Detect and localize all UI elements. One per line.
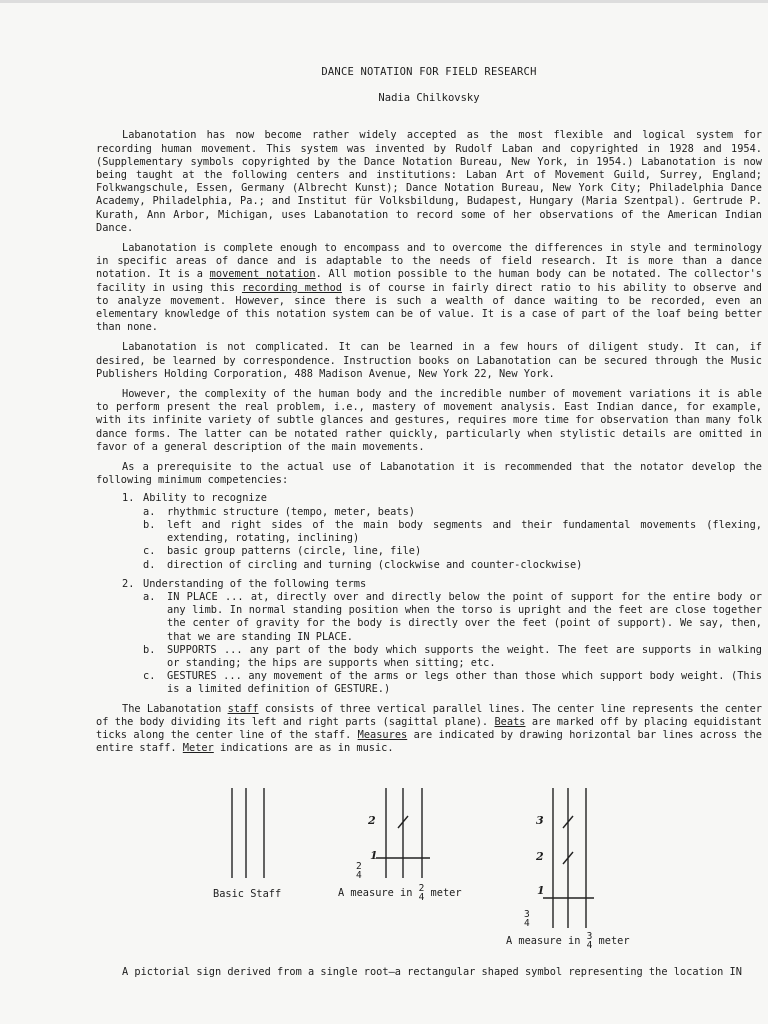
sub-list	[122, 591, 762, 697]
list-number: 1.	[122, 492, 135, 505]
sub-text: left and right sides of the main body segments and their fundamental movements (flexing, extending, rotating, inclining)	[167, 518, 762, 545]
closing-line: A pictorial sign derived from a single root—a rectangular shaped symbol representing the location IN	[122, 966, 742, 978]
meter-top: 3	[524, 909, 530, 920]
staff-diagrams	[200, 778, 660, 968]
recording-method-term: recording method	[241, 281, 342, 294]
sub-letter: b.	[143, 518, 156, 531]
basic-staff-caption: Basic Staff	[213, 888, 282, 900]
paragraph-5: As a prerequisite to the actual use of Labanotation it is recommended that the notator develop the following minimum competencies:	[96, 461, 762, 487]
paragraph-6	[96, 703, 762, 756]
top-border	[0, 0, 768, 3]
document-title: DANCE NOTATION FOR FIELD RESEARCH	[321, 66, 537, 78]
measure-2-4-caption	[338, 884, 462, 902]
p6-text-c: are marked off by placing equidistant ticks along the center line of the staff.	[96, 715, 762, 741]
meter-top: 2	[418, 883, 425, 894]
sub-letter: b.	[143, 643, 156, 656]
document-page	[96, 66, 762, 762]
sub-list-item	[143, 545, 762, 558]
sub-letter: a.	[143, 590, 156, 603]
beat-number: 2	[368, 814, 376, 827]
sub-text: SUPPORTS ... any part of the body which supports the weight. The feet are supports in walking or standing; the hips are supports when sitting; etc.	[167, 643, 762, 669]
sub-list	[122, 506, 762, 572]
competencies-list	[96, 492, 762, 696]
caption-text: meter	[598, 935, 630, 947]
p2-text-a: Labanotation is complete enough to encompass and to overcome the differences in style and terminology in specific areas of dance and is adaptable to the needs of field research. It is more than a dance notation. It is a	[96, 242, 762, 281]
p2-text-b: . All motion possible to the human body can be notated. The collector's facility in using this	[96, 268, 762, 294]
beat-number: 3	[536, 814, 544, 827]
sub-list-item	[143, 506, 762, 519]
sub-text: rhythmic structure (tempo, meter, beats)	[167, 505, 415, 518]
p2-text-c: is of course in fairly direct ratio to his ability to observe and to analyze movement. However, since there is such a wealth of dance waiting to be recorded, even an elementary knowledge of this notation system can be of value. It is a case of part of the loaf being better than none.	[96, 281, 762, 334]
beats-term: Beats	[494, 715, 526, 728]
sub-list-item	[143, 591, 762, 644]
measures-term: Measures	[357, 728, 408, 741]
meter-signature	[356, 862, 362, 880]
beat-number: 1	[370, 849, 378, 862]
paragraph-2	[96, 242, 762, 334]
paragraph-1: Labanotation has now become rather widely accepted as the most flexible and logical system for recording human movement. This system was invented by Rudolf Laban and copyrighted in 1928 and 1954. (Supplementary symbols copyrighted by the Dance Notation Bureau, New York, in 1954.) Labanotation is now being taught at the following centers and institutions: Laban Art of Movement Guild, Surrey, England; Folkwangschule, Essen, Germany (Albrecht Kunst); Dance Notation Bureau, New York City; Philadelphia Dance Academy, Philadelphia, Pa.; and Institut für Volksbildung, Budapest, Hungary (Maria Szentpal). Gertrude P. Kurath, Ann Arbor, Michigan, uses Labanotation to record some of her observations of the American Indian Dance.	[96, 129, 762, 234]
measure-2-4-staff	[376, 788, 430, 878]
meter-bottom: 4	[524, 918, 530, 929]
caption-text: meter	[430, 887, 462, 899]
caption-text: A measure in	[506, 935, 581, 947]
list-heading: Understanding of the following terms	[143, 577, 367, 590]
movement-notation-term: movement notation	[209, 268, 316, 281]
p6-text-a: The Labanotation	[122, 702, 228, 715]
sub-list-item	[143, 644, 762, 670]
list-heading: Ability to recognize	[143, 492, 267, 505]
sub-letter: a.	[143, 505, 156, 518]
paragraph-4: However, the complexity of the human body and the incredible number of movement variations it is able to perform present the real problem, i.e., mastery of movement analysis. East Indian dance, for example, with its infinite variety of subtle glances and gestures, requires more time for observation than many folk dance forms. The latter can be notated rather quickly, particularly when stylistic details are omitted in favor of a general description of the main movements.	[96, 388, 762, 453]
meter-top: 3	[586, 931, 593, 942]
meter-bottom: 4	[418, 892, 425, 903]
caption-text: A measure in	[338, 887, 413, 899]
list-number: 2.	[122, 577, 135, 590]
sub-text: basic group patterns (circle, line, file)	[167, 545, 422, 558]
meter-term: Meter	[182, 742, 214, 755]
sub-list-item	[143, 519, 762, 545]
sub-letter: c.	[143, 670, 156, 683]
beat-number: 2	[536, 850, 544, 863]
paragraph-3: Labanotation is not complicated. It can be learned in a few hours of diligent study. It can, if desired, be learned by correspondence. Instruction books on Labanotation can be secured through the Music Publishers Holding Corporation, 488 Madison Avenue, New York 22, New York.	[96, 341, 762, 380]
beat-number: 1	[537, 884, 545, 897]
meter-top: 2	[356, 861, 362, 872]
author-name: Nadia Chilkovsky	[378, 92, 480, 105]
basic-staff	[232, 788, 264, 878]
measure-3-4-staff	[543, 788, 594, 928]
p6-text-b: consists of three vertical parallel lines. The center line represents the center of the body dividing its left and right parts (sagittal plane).	[96, 702, 763, 728]
sub-letter: d.	[143, 558, 156, 571]
measure-3-4-caption	[506, 932, 630, 950]
sub-list-item	[143, 670, 762, 696]
staff-term: staff	[227, 702, 259, 715]
sub-list-item	[143, 559, 762, 572]
meter-bottom: 4	[586, 940, 593, 951]
p6-text-d: are indicated by drawing horizontal bar lines across the entire staff.	[96, 728, 762, 755]
meter-bottom: 4	[356, 870, 362, 881]
meter-signature	[524, 910, 530, 928]
sub-letter: c.	[143, 545, 156, 558]
sub-text: direction of circling and turning (clockwise and counter-clockwise)	[167, 558, 583, 571]
p6-text-e: indications are as in music.	[213, 742, 394, 755]
list-item	[122, 578, 762, 697]
list-item	[122, 492, 762, 571]
sub-text: GESTURES ... any movement of the arms or legs other than those which support body weight. (This is a limited definition of GESTURE.)	[167, 670, 762, 696]
sub-text: IN PLACE ... at, directly over and directly below the point of support for the entire body or any limb. In normal standing position when the torso is upright and the feet are close together the center of gravity for the body is directly over the feet (point of support). We say, then, that we are standing IN PLACE.	[167, 590, 762, 643]
